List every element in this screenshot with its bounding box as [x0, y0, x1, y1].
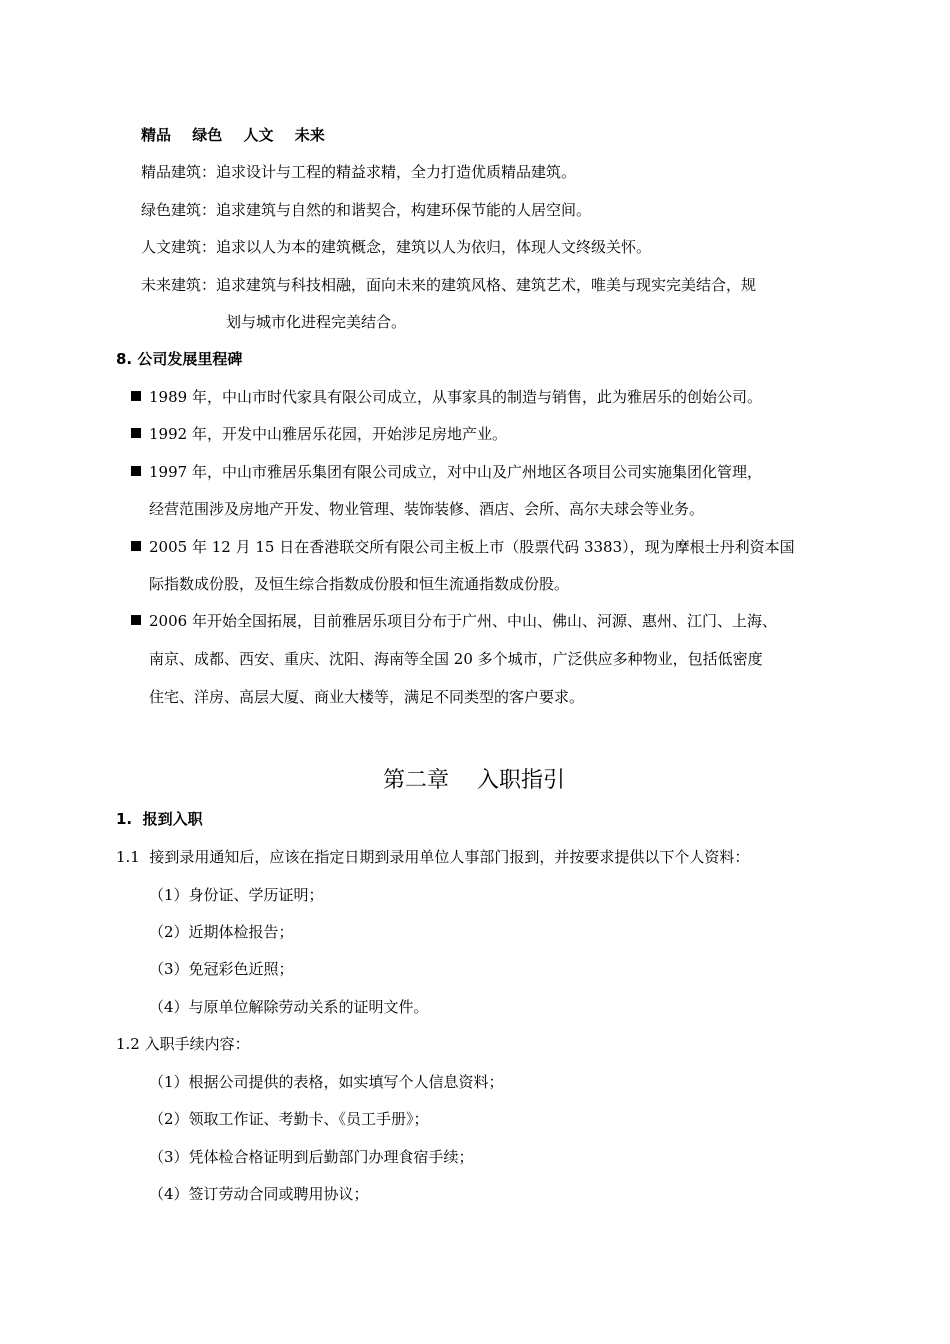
- vision-item: [141, 161, 576, 182]
- vision-item-text: 追求建筑与科技相融，面向未来的建筑风格、建筑艺术，唯美与现实完美结合，规: [216, 276, 757, 294]
- milestone-line: 住宅、洋房、高层大厦、商业大楼等，满足不同类型的客户要求。: [149, 688, 585, 706]
- milestone-line: 2006 年开始全国拓展，目前雅居乐项目分布于广州、中山、佛山、河源、惠州、江门、上海、: [149, 612, 777, 630]
- vision-item-text: 追求设计与工程的精益求精，全力打造优质精品建筑。: [216, 163, 577, 181]
- milestone-line: 经营范围涉及房地产开发、物业管理、装饰装修、酒店、会所、高尔夫球会等业务。: [149, 500, 705, 518]
- milestone-item: [131, 386, 762, 407]
- vision-item-label: 绿色建筑：: [141, 201, 217, 219]
- milestone-line: 2005 年 12 月 15 日在香港联交所有限公司主板上市（股票代码 3383），现为摩根士丹利资本国: [149, 538, 795, 556]
- procedure-item: （2）领取工作证、考勤卡、《员工手册》；: [149, 1110, 429, 1128]
- section-heading: 1. 报到入职: [116, 810, 203, 828]
- procedure-item: （4）签订劳动合同或聘用协议；: [149, 1185, 369, 1203]
- chapter-title: 第二章 入职指引: [383, 768, 565, 793]
- vision-item-label: 未来建筑：: [141, 276, 217, 294]
- vision-item-text: 追求建筑与自然的和谐契合，构建环保节能的人居空间。: [216, 201, 592, 219]
- requirement-item: （2）近期体检报告；: [149, 923, 294, 941]
- vision-item-label: 人文建筑：: [141, 238, 217, 256]
- vision-item: [141, 236, 651, 257]
- requirement-item: （4）与原单位解除劳动关系的证明文件。: [149, 998, 429, 1016]
- procedure-item: （1）根据公司提供的表格，如实填写个人信息资料；: [149, 1073, 504, 1091]
- requirement-item: （3）免冠彩色近照；: [149, 960, 294, 978]
- vision-heading-word: 精品: [141, 126, 172, 144]
- milestone-line: 1989 年，中山市时代家具有限公司成立，从事家具的制造与销售，此为雅居乐的创始公司。: [149, 388, 762, 406]
- square-bullet-icon: [131, 428, 141, 438]
- milestone-line: 南京、成都、西安、重庆、沈阳、海南等全国 20 多个城市，广泛供应多种物业，包括低密度: [149, 650, 763, 668]
- requirement-item: （1）身份证、学历证明；: [149, 886, 324, 904]
- vision-item-text: 追求以人为本的建筑概念，建筑以人为依归，体现人文终级关怀。: [216, 238, 652, 256]
- square-bullet-icon: [131, 615, 141, 625]
- vision-item: [141, 274, 756, 295]
- section-1-2-intro: 1.2 入职手续内容：: [116, 1035, 250, 1053]
- milestone-line: 1997 年，中山市雅居乐集团有限公司成立，对中山及广州地区各项目公司实施集团化管理，: [149, 463, 762, 481]
- vision-heading-word: 人文: [243, 126, 274, 144]
- square-bullet-icon: [131, 391, 141, 401]
- vision-heading-word: 未来: [294, 126, 325, 144]
- square-bullet-icon: [131, 541, 141, 551]
- milestone-line: 际指数成份股，及恒生综合指数成份股和恒生流通指数成份股。: [149, 575, 570, 593]
- milestones-heading: 8. 公司发展里程碑: [116, 350, 243, 368]
- milestone-item: [131, 610, 777, 631]
- vision-item-label: 精品建筑：: [141, 163, 217, 181]
- vision-item-continuation: 划与城市化进程完美结合。: [226, 313, 407, 331]
- section-1-1-intro: 1.1 接到录用通知后，应该在指定日期到录用单位人事部门报到，并按要求提供以下个人资料：: [116, 848, 750, 866]
- procedure-item: （3）凭体检合格证明到后勤部门办理食宿手续；: [149, 1148, 474, 1166]
- milestone-item: [131, 423, 507, 444]
- square-bullet-icon: [131, 466, 141, 476]
- milestone-item: [131, 536, 795, 557]
- vision-item: [141, 199, 591, 220]
- milestone-item: [131, 461, 762, 482]
- vision-heading-word: 绿色: [192, 126, 223, 144]
- vision-heading: [141, 124, 325, 145]
- milestone-line: 1992 年，开发中山雅居乐花园，开始涉足房地产业。: [149, 425, 507, 443]
